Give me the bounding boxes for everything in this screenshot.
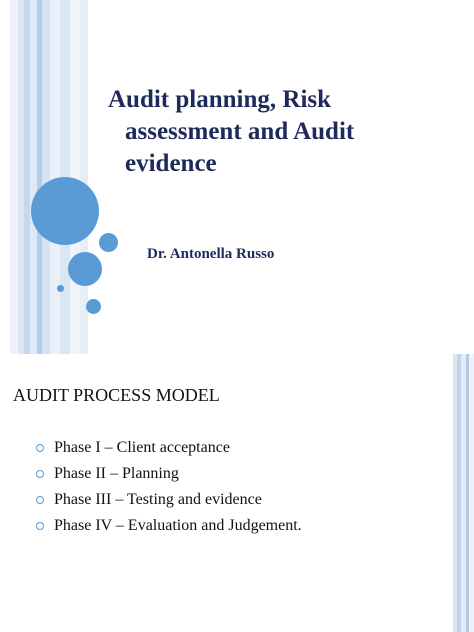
decorative-circle-tiny [57,285,64,292]
content-slide [0,354,474,632]
list-item [36,438,302,464]
bullet-circle-icon [36,522,44,530]
list-item [36,490,302,516]
list-item [36,464,302,490]
bullet-list [36,438,302,542]
decorative-stripes [450,354,474,632]
title-line: assessment and Audit [125,118,355,145]
slide-title [108,84,418,180]
decorative-stripes [0,0,94,354]
list-item [36,516,302,542]
title-line: evidence [125,150,217,177]
decorative-circle-large [31,177,99,245]
bullet-circle-icon [36,496,44,504]
decorative-circle-medium [68,252,102,286]
decorative-circle-small [99,233,118,252]
decorative-circle-small [86,299,101,314]
slide-heading: AUDIT PROCESS MODEL [13,385,220,405]
author-name: Dr. Antonella Russo [147,246,275,262]
list-item-text: Phase I – Client acceptance [54,439,230,456]
bullet-circle-icon [36,470,44,478]
title-line: Audit planning, Risk [108,86,332,113]
list-item-text: Phase II – Planning [54,465,179,482]
list-item-text: Phase IV – Evaluation and Judgement. [54,517,302,534]
bullet-circle-icon [36,444,44,452]
list-item-text: Phase III – Testing and evidence [54,491,262,508]
